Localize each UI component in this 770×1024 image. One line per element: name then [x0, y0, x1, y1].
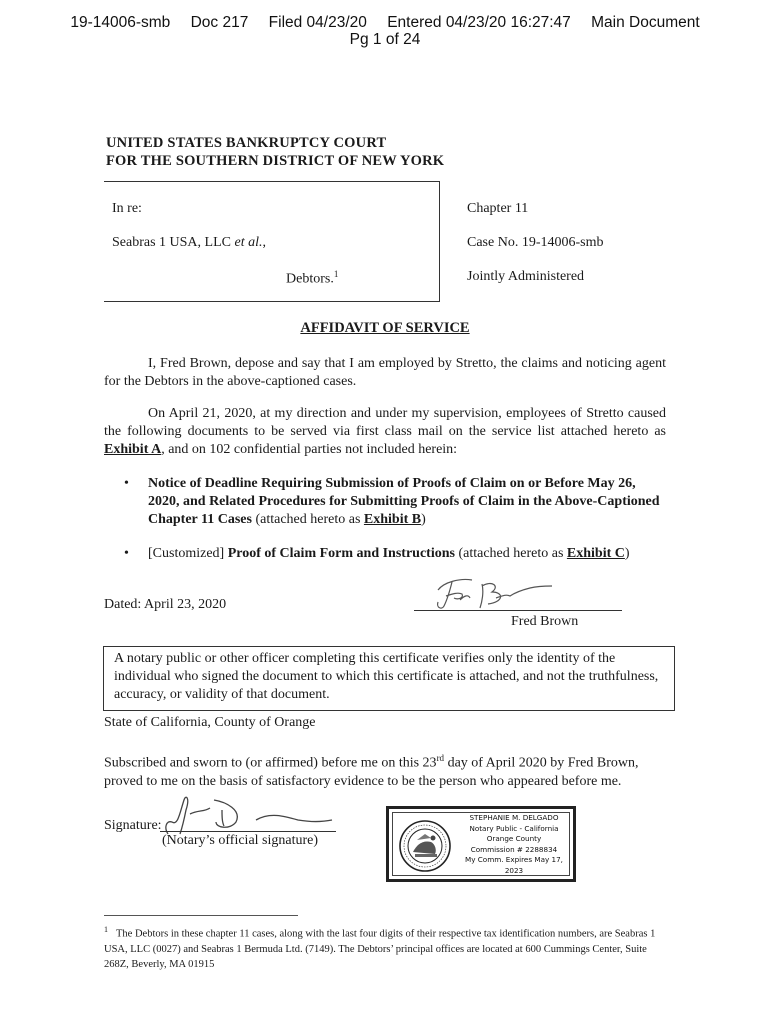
caption-bottom-rule [104, 301, 440, 302]
stamp-text-block [455, 813, 573, 876]
footnote-number: 1 [104, 925, 108, 934]
jurat-text-2: day of April 2020 by Fred Brown, proved to me on the basis of satisfactory evidence to be the person who appeared before me. [104, 755, 639, 789]
notary-signature-line [160, 831, 336, 832]
caption-debtors-label [286, 269, 338, 288]
caption-top-rule [104, 181, 440, 182]
stamp-notary-name: STEPHANIE M. DELGADO [469, 813, 559, 822]
caption-administration: Jointly Administered [467, 269, 585, 284]
header-page: Pg 1 of 24 [349, 31, 421, 48]
debtors-label-text: Debtors. [286, 271, 334, 287]
signer-name: Fred Brown [511, 614, 579, 629]
california-seal-icon [397, 814, 453, 874]
court-line-2: FOR THE SOUTHERN DISTRICT OF NEW YORK [106, 153, 445, 169]
debtor-name-text: Seabras 1 USA, LLC [112, 235, 235, 250]
signature-line [414, 610, 622, 611]
paragraph-service [104, 405, 666, 459]
exhibit-b-ref: Exhibit B [363, 512, 422, 527]
bullet-text [148, 545, 688, 563]
bullet-close-paren: ) [421, 512, 426, 527]
stamp-county: Orange County [486, 834, 542, 843]
venue-line: State of California, County of Orange [104, 715, 316, 730]
court-name [106, 134, 444, 170]
caption-case-number: Case No. 19-14006-smb [467, 235, 604, 250]
service-text-2: , and on 102 confidential parties not included herein: [161, 442, 458, 457]
bullet-text [148, 475, 668, 529]
exhibit-a-ref: Exhibit A [104, 442, 162, 457]
header-entered: Entered 04/23/20 16:27:47 [387, 14, 571, 31]
jurat-text-1: Subscribed and sworn to (or affirmed) before me on this 23 [104, 755, 437, 771]
court-line-1: UNITED STATES BANKRUPTCY COURT [106, 135, 387, 151]
bullet-plain-text: (attached hereto as [251, 512, 364, 527]
fred-brown-signature [420, 568, 560, 616]
footnote-marker: 1 [333, 269, 339, 279]
notary-stamp [386, 806, 576, 882]
bullet-close-paren: ) [624, 546, 630, 561]
footnote-rule [104, 915, 298, 916]
et-al-text: et al. [234, 235, 263, 250]
stamp-notary-title: Notary Public - California [469, 823, 559, 833]
caption-debtor-name: Seabras 1 USA, LLC et al., [112, 235, 266, 250]
header-filed: Filed 04/23/20 [268, 14, 367, 31]
bullet-bold-text: Notice of Deadline Requiring Submission of Proofs of Claim on or Before May 26, 2020, and Related Procedures for Submitting Proofs of Claim in the Above-Captioned Chapter 11 Cases [148, 476, 660, 527]
document-title: AFFIDAVIT OF SERVICE [300, 320, 470, 336]
caption-divider [439, 181, 440, 302]
bullet-dot: • [124, 546, 129, 561]
footnote [104, 922, 664, 972]
signature-label: Signature: [104, 818, 162, 833]
jurat-ordinal: rd [436, 753, 445, 763]
exhibit-c-ref: Exhibit C [566, 546, 625, 561]
signature-caption: (Notary’s official signature) [162, 833, 319, 848]
footnote-text: The Debtors in these chapter 11 cases, along with the last four digits of their respective tax identification numbers, are Seabras 1 USA, LLC (0027) and Seabras 1 Bermuda Ltd. (7149). The Debtors’ principal offices are located at 600 Cummings Center, Suite 268Z, Beverly, MA 01915 [104, 928, 656, 970]
stamp-commission: Commission # 2288834 [470, 844, 558, 854]
caption-in-re: In re: [112, 201, 142, 216]
stamp-expires: My Comm. Expires May 17, 2023 [465, 855, 563, 875]
header-doc-type: Main Document [591, 14, 700, 31]
ecf-header [0, 14, 770, 48]
header-doc: Doc 217 [190, 14, 249, 31]
notary-notice-box: A notary public or other officer completing this certificate verifies only the identity of the individual who signed the document to which this certificate is attached, and not the truthfulness, accuracy, or validity of that document. [103, 646, 675, 711]
paragraph-employment: I, Fred Brown, depose and say that I am employed by Stretto, the claims and noticing agent for the Debtors in the above-captioned cases. [104, 356, 666, 389]
caption-chapter: Chapter 11 [467, 201, 529, 216]
service-text-1: On April 21, 2020, at my direction and under my supervision, employees of Stretto caused the following documents to be served via first class mail on the service list attached hereto as [104, 406, 666, 439]
bullet-plain-text: (attached hereto as [454, 546, 567, 561]
jurat-paragraph [104, 749, 669, 791]
bullet-bold-text: Proof of Claim Form and Instructions [227, 546, 455, 561]
header-case-no: 19-14006-smb [70, 14, 171, 31]
bullet-dot: • [124, 476, 129, 491]
dated-line: Dated: April 23, 2020 [104, 597, 227, 612]
bullet-prefix-text: [Customized] [148, 546, 228, 561]
